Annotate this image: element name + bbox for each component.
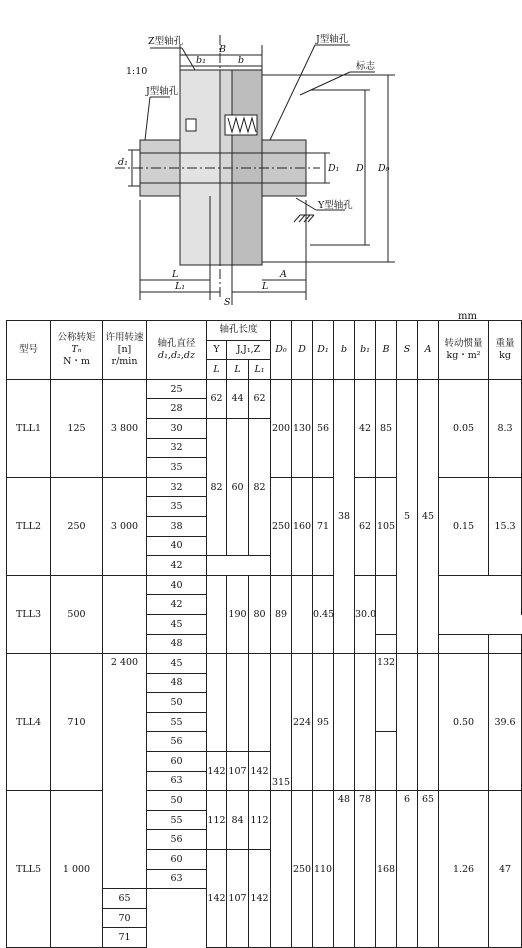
bore-cell: 40	[147, 575, 207, 595]
bore-cell: 56	[147, 830, 207, 850]
l1-len-cell	[489, 634, 522, 654]
hdr-speed: 许用转速 [n] r/min	[103, 321, 147, 380]
torque-cell: 710	[51, 654, 103, 791]
speed-cell: 3 800	[103, 379, 147, 477]
l1-len-cell: 142	[249, 752, 271, 791]
s-cell: 6	[397, 791, 418, 948]
bore-cell: 42	[147, 556, 207, 576]
bore-cell: 55	[147, 712, 207, 732]
hdr-torque: 公称转矩 Tₙ N・m	[51, 321, 103, 380]
bore-cell: 60	[147, 850, 207, 870]
hdr-L1: L₁	[249, 360, 271, 380]
B-blank	[292, 575, 313, 653]
d-cell: 190	[227, 575, 249, 653]
torque-cell: 500	[51, 575, 103, 653]
mass-cell: 47	[489, 791, 522, 948]
inertia-cell: 0.45	[313, 575, 334, 653]
bore-cell: 38	[147, 516, 207, 536]
hdr-bore-diam: 轴孔直径 d₁,d₂,dz	[147, 321, 207, 380]
table-row	[7, 654, 522, 674]
d1-cell: 71	[313, 477, 334, 575]
dim-S: S	[224, 297, 231, 308]
d0-blank	[207, 575, 227, 653]
bore-cell: 70	[103, 908, 147, 928]
d0-cell: 250	[271, 477, 292, 575]
d-cell: 250	[292, 791, 313, 948]
y-len-cell: 82	[207, 418, 227, 555]
coupling-drawing	[0, 0, 497, 310]
B-cell: 132	[376, 654, 397, 732]
b1-cell: 62	[355, 477, 376, 575]
dim-b1: b₁	[196, 55, 206, 66]
hdr-B: B	[376, 321, 397, 380]
b1-cell: 89	[271, 575, 292, 653]
bore-cell: 48	[147, 634, 207, 654]
d-cell: 224	[292, 654, 313, 791]
inertia-cell: 0.50	[439, 654, 489, 791]
model-cell: TLL4	[7, 654, 51, 791]
hdr-L: L	[207, 360, 227, 380]
B-cell: 168	[376, 791, 397, 948]
a-blank	[418, 654, 439, 791]
model-cell: TLL1	[7, 379, 51, 477]
b1-blank	[355, 654, 376, 791]
table-row	[7, 379, 522, 399]
mass-cell: 8.3	[489, 379, 522, 477]
bore-cell: 32	[147, 477, 207, 497]
hdr-D: D	[292, 321, 313, 380]
bore-cell: 63	[147, 771, 207, 791]
b-cell: 38	[334, 379, 355, 653]
model-cell: TLL5	[7, 791, 51, 948]
dim-d1: d₁	[118, 157, 128, 168]
bore-cell: 63	[147, 869, 207, 889]
d-cell: 160	[292, 477, 313, 575]
d1-cell: 80	[249, 575, 271, 653]
dim-b: b	[238, 55, 245, 66]
d1-cell: 56	[313, 379, 334, 477]
d0-cell: 315	[271, 654, 292, 791]
table-row	[7, 575, 522, 595]
hdr-D0: D₀	[271, 321, 292, 380]
bore-cell: 25	[147, 379, 207, 399]
bore-cell: 28	[147, 399, 207, 419]
mass-cell: 39.6	[489, 654, 522, 791]
s-blank	[397, 654, 418, 791]
model-cell: TLL2	[7, 477, 51, 575]
bore-cell: 45	[147, 654, 207, 674]
bore-cell: 35	[147, 458, 207, 478]
torque-cell: 125	[51, 379, 103, 477]
dim-B: B	[219, 44, 226, 55]
hdr-Y: Y	[207, 340, 227, 360]
unit-label: mm	[458, 311, 477, 322]
b-cell: 48	[334, 791, 355, 948]
s-cell: 5	[397, 379, 418, 653]
l1-len-blank	[249, 654, 271, 752]
bore-cell: 42	[147, 595, 207, 615]
bore-cell: 48	[147, 673, 207, 693]
inertia-cell: 1.26	[439, 791, 489, 948]
dim-L1: L₁	[175, 281, 186, 292]
dim-D: D	[356, 163, 364, 174]
bore-cell: 71	[103, 928, 147, 948]
dim-D1: D₁	[328, 163, 340, 174]
l1-len-cell: 62	[249, 379, 271, 418]
taper-label: 1:10	[126, 66, 148, 77]
bore-cell: 32	[147, 438, 207, 458]
bore-cell: 35	[147, 497, 207, 517]
dim-D0: D₀	[378, 163, 390, 174]
b-blank	[334, 654, 355, 791]
mark-label: 标志	[356, 61, 376, 72]
hdr-mass: 重量 kg	[489, 321, 522, 380]
torque-cell: 1 000	[51, 791, 103, 948]
bore-cell: 30	[147, 418, 207, 438]
j-len-blank	[227, 654, 249, 752]
z-bore-label: Z型轴孔	[148, 36, 184, 47]
bolt-head	[186, 119, 196, 131]
j-len-cell: 84	[227, 791, 249, 850]
l1-len-cell: 112	[249, 791, 271, 850]
d0-cell: 200	[271, 379, 292, 477]
bore-cell: 45	[147, 614, 207, 634]
j-bore-label: J型轴孔	[146, 86, 179, 97]
j-len-cell: 107	[227, 850, 249, 948]
hdr-A: A	[418, 321, 439, 380]
dim-A: A	[280, 269, 287, 280]
bore-cell: 50	[147, 693, 207, 713]
torque-cell: 250	[51, 477, 103, 575]
spec-table	[6, 320, 522, 948]
b1-cell: 42	[355, 379, 376, 477]
speed-cell: 2 400	[103, 654, 147, 889]
bore-cell: 40	[147, 536, 207, 556]
header-row-1	[7, 321, 522, 341]
bore-cell: 56	[147, 732, 207, 752]
B-cell: 105	[376, 477, 397, 575]
inertia-cell: 0.05	[439, 379, 489, 477]
B-blank	[376, 732, 397, 791]
hdr-S: S	[397, 321, 418, 380]
mass-cell: 30.0	[355, 575, 376, 653]
d0-blank	[271, 791, 292, 948]
speed-cell: 3 000	[103, 477, 147, 575]
y-len-cell: 62	[207, 379, 227, 418]
hdr-inertia: 转动惯量 kg・m²	[439, 321, 489, 380]
table-row	[7, 791, 522, 811]
a-cell: 65	[418, 791, 439, 948]
hdr-model: 型号	[7, 321, 51, 380]
bore-cell: 50	[147, 791, 207, 811]
bore-cell: 60	[147, 752, 207, 772]
B-cell: 85	[376, 379, 397, 477]
y-len-cell: 142	[207, 850, 227, 948]
inertia-cell: 0.15	[439, 477, 489, 575]
hdr-b: b	[334, 321, 355, 380]
l1-len-cell: 82	[249, 418, 271, 555]
hdr-bore-len: 轴孔长度	[207, 321, 271, 341]
hdr-b1: b₁	[355, 321, 376, 380]
j-len-cell: 107	[227, 752, 249, 791]
y-bore-label: Y型轴孔	[318, 200, 353, 211]
y-len-blank	[207, 654, 227, 752]
model-cell: TLL3	[7, 575, 51, 653]
d-cell: 130	[292, 379, 313, 477]
bore-cell: 55	[147, 810, 207, 830]
speed-blank	[103, 575, 147, 653]
b1-cell: 78	[355, 791, 376, 948]
a-cell: 45	[418, 379, 439, 653]
l-bore-label: J型轴孔	[316, 34, 349, 45]
bore-cell: 65	[103, 889, 147, 909]
d1-cell: 95	[313, 654, 334, 791]
y-len-cell	[376, 634, 397, 654]
hdr-D1: D₁	[313, 321, 334, 380]
y-len-cell: 112	[207, 791, 227, 850]
hdr-L-b: L	[227, 360, 249, 380]
hdr-JJZ: J,J₁,Z	[227, 340, 271, 360]
j-len-cell: 60	[227, 418, 249, 555]
dim-L-right: L	[262, 281, 269, 292]
y-len-cell: 142	[207, 752, 227, 791]
d1-cell: 110	[313, 791, 334, 948]
dim-L-left: L	[172, 269, 179, 280]
l1-len-cell: 142	[249, 850, 271, 948]
j-len-cell: 44	[227, 379, 249, 418]
j-len-cell	[439, 634, 489, 654]
mass-cell: 15.3	[489, 477, 522, 575]
